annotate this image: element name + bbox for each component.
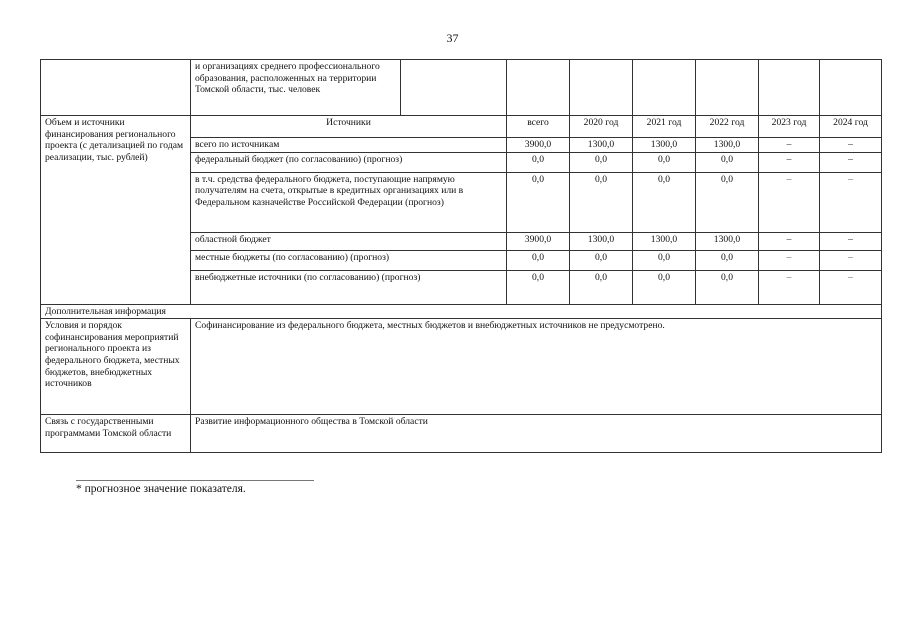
page-number: 37 bbox=[446, 31, 459, 45]
value-2021: 0,0 bbox=[633, 152, 696, 172]
value-2024: – bbox=[820, 152, 882, 172]
financing-section-label: Объем и источники финансирования регионального проекта (с детализацией по годам реализации, тыс. рублей) bbox=[41, 116, 191, 305]
value-total: 3900,0 bbox=[507, 138, 570, 153]
state-programs-value: Развитие информационного общества в Томской области bbox=[191, 415, 882, 453]
value-2021: 1300,0 bbox=[633, 232, 696, 250]
source-label: всего по источникам bbox=[191, 138, 507, 153]
header-2022: 2022 год bbox=[696, 116, 759, 138]
source-label: в т.ч. средства федерального бюджета, поступающие напрямую получателям на счета, открытые в кредитных организациях или в Федеральном казначействе Российской Федерации (прогноз) bbox=[191, 172, 507, 232]
header-2024: 2024 год bbox=[820, 116, 882, 138]
empty-cell bbox=[401, 60, 507, 116]
value-2020: 1300,0 bbox=[570, 232, 633, 250]
source-label: федеральный бюджет (по согласованию) (прогноз) bbox=[191, 152, 507, 172]
header-2023: 2023 год bbox=[759, 116, 820, 138]
value-2023: – bbox=[759, 232, 820, 250]
empty-cell bbox=[633, 60, 696, 116]
value-2022: 0,0 bbox=[696, 172, 759, 232]
value-2020: 0,0 bbox=[570, 152, 633, 172]
value-total: 0,0 bbox=[507, 270, 570, 304]
value-2021: 0,0 bbox=[633, 270, 696, 304]
value-2024: – bbox=[820, 138, 882, 153]
value-2022: 1300,0 bbox=[696, 232, 759, 250]
value-2024: – bbox=[820, 172, 882, 232]
value-2020: 0,0 bbox=[570, 172, 633, 232]
footnote-divider bbox=[76, 480, 314, 481]
value-2021: 0,0 bbox=[633, 172, 696, 232]
additional-info-heading: Дополнительная информация bbox=[41, 304, 882, 319]
value-2020: 0,0 bbox=[570, 270, 633, 304]
header-total: всего bbox=[507, 116, 570, 138]
value-2022: 1300,0 bbox=[696, 138, 759, 153]
additional-info-row bbox=[41, 304, 882, 319]
header-sources: Источники bbox=[191, 116, 507, 138]
indicator-text: и организациях среднего профессионального образования, расположенных на территории Томской области, тыс. человек bbox=[191, 60, 401, 116]
value-total: 0,0 bbox=[507, 172, 570, 232]
value-2021: 1300,0 bbox=[633, 138, 696, 153]
cofinancing-label: Условия и порядок софинансирования мероприятий регионального проекта из федерального бюджета, местных бюджетов, внебюджетных источников bbox=[41, 319, 191, 415]
source-label: внебюджетные источники (по согласованию) (прогноз) bbox=[191, 270, 507, 304]
value-2023: – bbox=[759, 270, 820, 304]
state-programs-row bbox=[41, 415, 882, 453]
value-2022: 0,0 bbox=[696, 270, 759, 304]
empty-cell bbox=[696, 60, 759, 116]
source-label: местные бюджеты (по согласованию) (прогноз) bbox=[191, 250, 507, 270]
value-2023: – bbox=[759, 138, 820, 153]
value-2020: 1300,0 bbox=[570, 138, 633, 153]
cofinancing-value: Софинансирование из федерального бюджета, местных бюджетов и внебюджетных источников не предусмотрено. bbox=[191, 319, 882, 415]
value-total: 3900,0 bbox=[507, 232, 570, 250]
state-programs-label: Связь с государственными программами Томской области bbox=[41, 415, 191, 453]
value-2023: – bbox=[759, 172, 820, 232]
empty-cell bbox=[507, 60, 570, 116]
header-2020: 2020 год bbox=[570, 116, 633, 138]
cofinancing-row bbox=[41, 319, 882, 415]
passport-table bbox=[40, 59, 882, 453]
indicator-continuation-row bbox=[41, 60, 882, 116]
value-2020: 0,0 bbox=[570, 250, 633, 270]
empty-cell bbox=[759, 60, 820, 116]
value-total: 0,0 bbox=[507, 152, 570, 172]
empty-cell bbox=[570, 60, 633, 116]
empty-label-cell bbox=[41, 60, 191, 116]
source-label: областной бюджет bbox=[191, 232, 507, 250]
value-2023: – bbox=[759, 250, 820, 270]
header-2021: 2021 год bbox=[633, 116, 696, 138]
value-2023: – bbox=[759, 152, 820, 172]
empty-cell bbox=[820, 60, 882, 116]
value-2022: 0,0 bbox=[696, 250, 759, 270]
value-2022: 0,0 bbox=[696, 152, 759, 172]
value-2021: 0,0 bbox=[633, 250, 696, 270]
footnote: * прогнозное значение показателя. bbox=[76, 483, 246, 495]
value-2024: – bbox=[820, 250, 882, 270]
financing-header-row bbox=[41, 116, 882, 138]
value-2024: – bbox=[820, 232, 882, 250]
value-total: 0,0 bbox=[507, 250, 570, 270]
value-2024: – bbox=[820, 270, 882, 304]
